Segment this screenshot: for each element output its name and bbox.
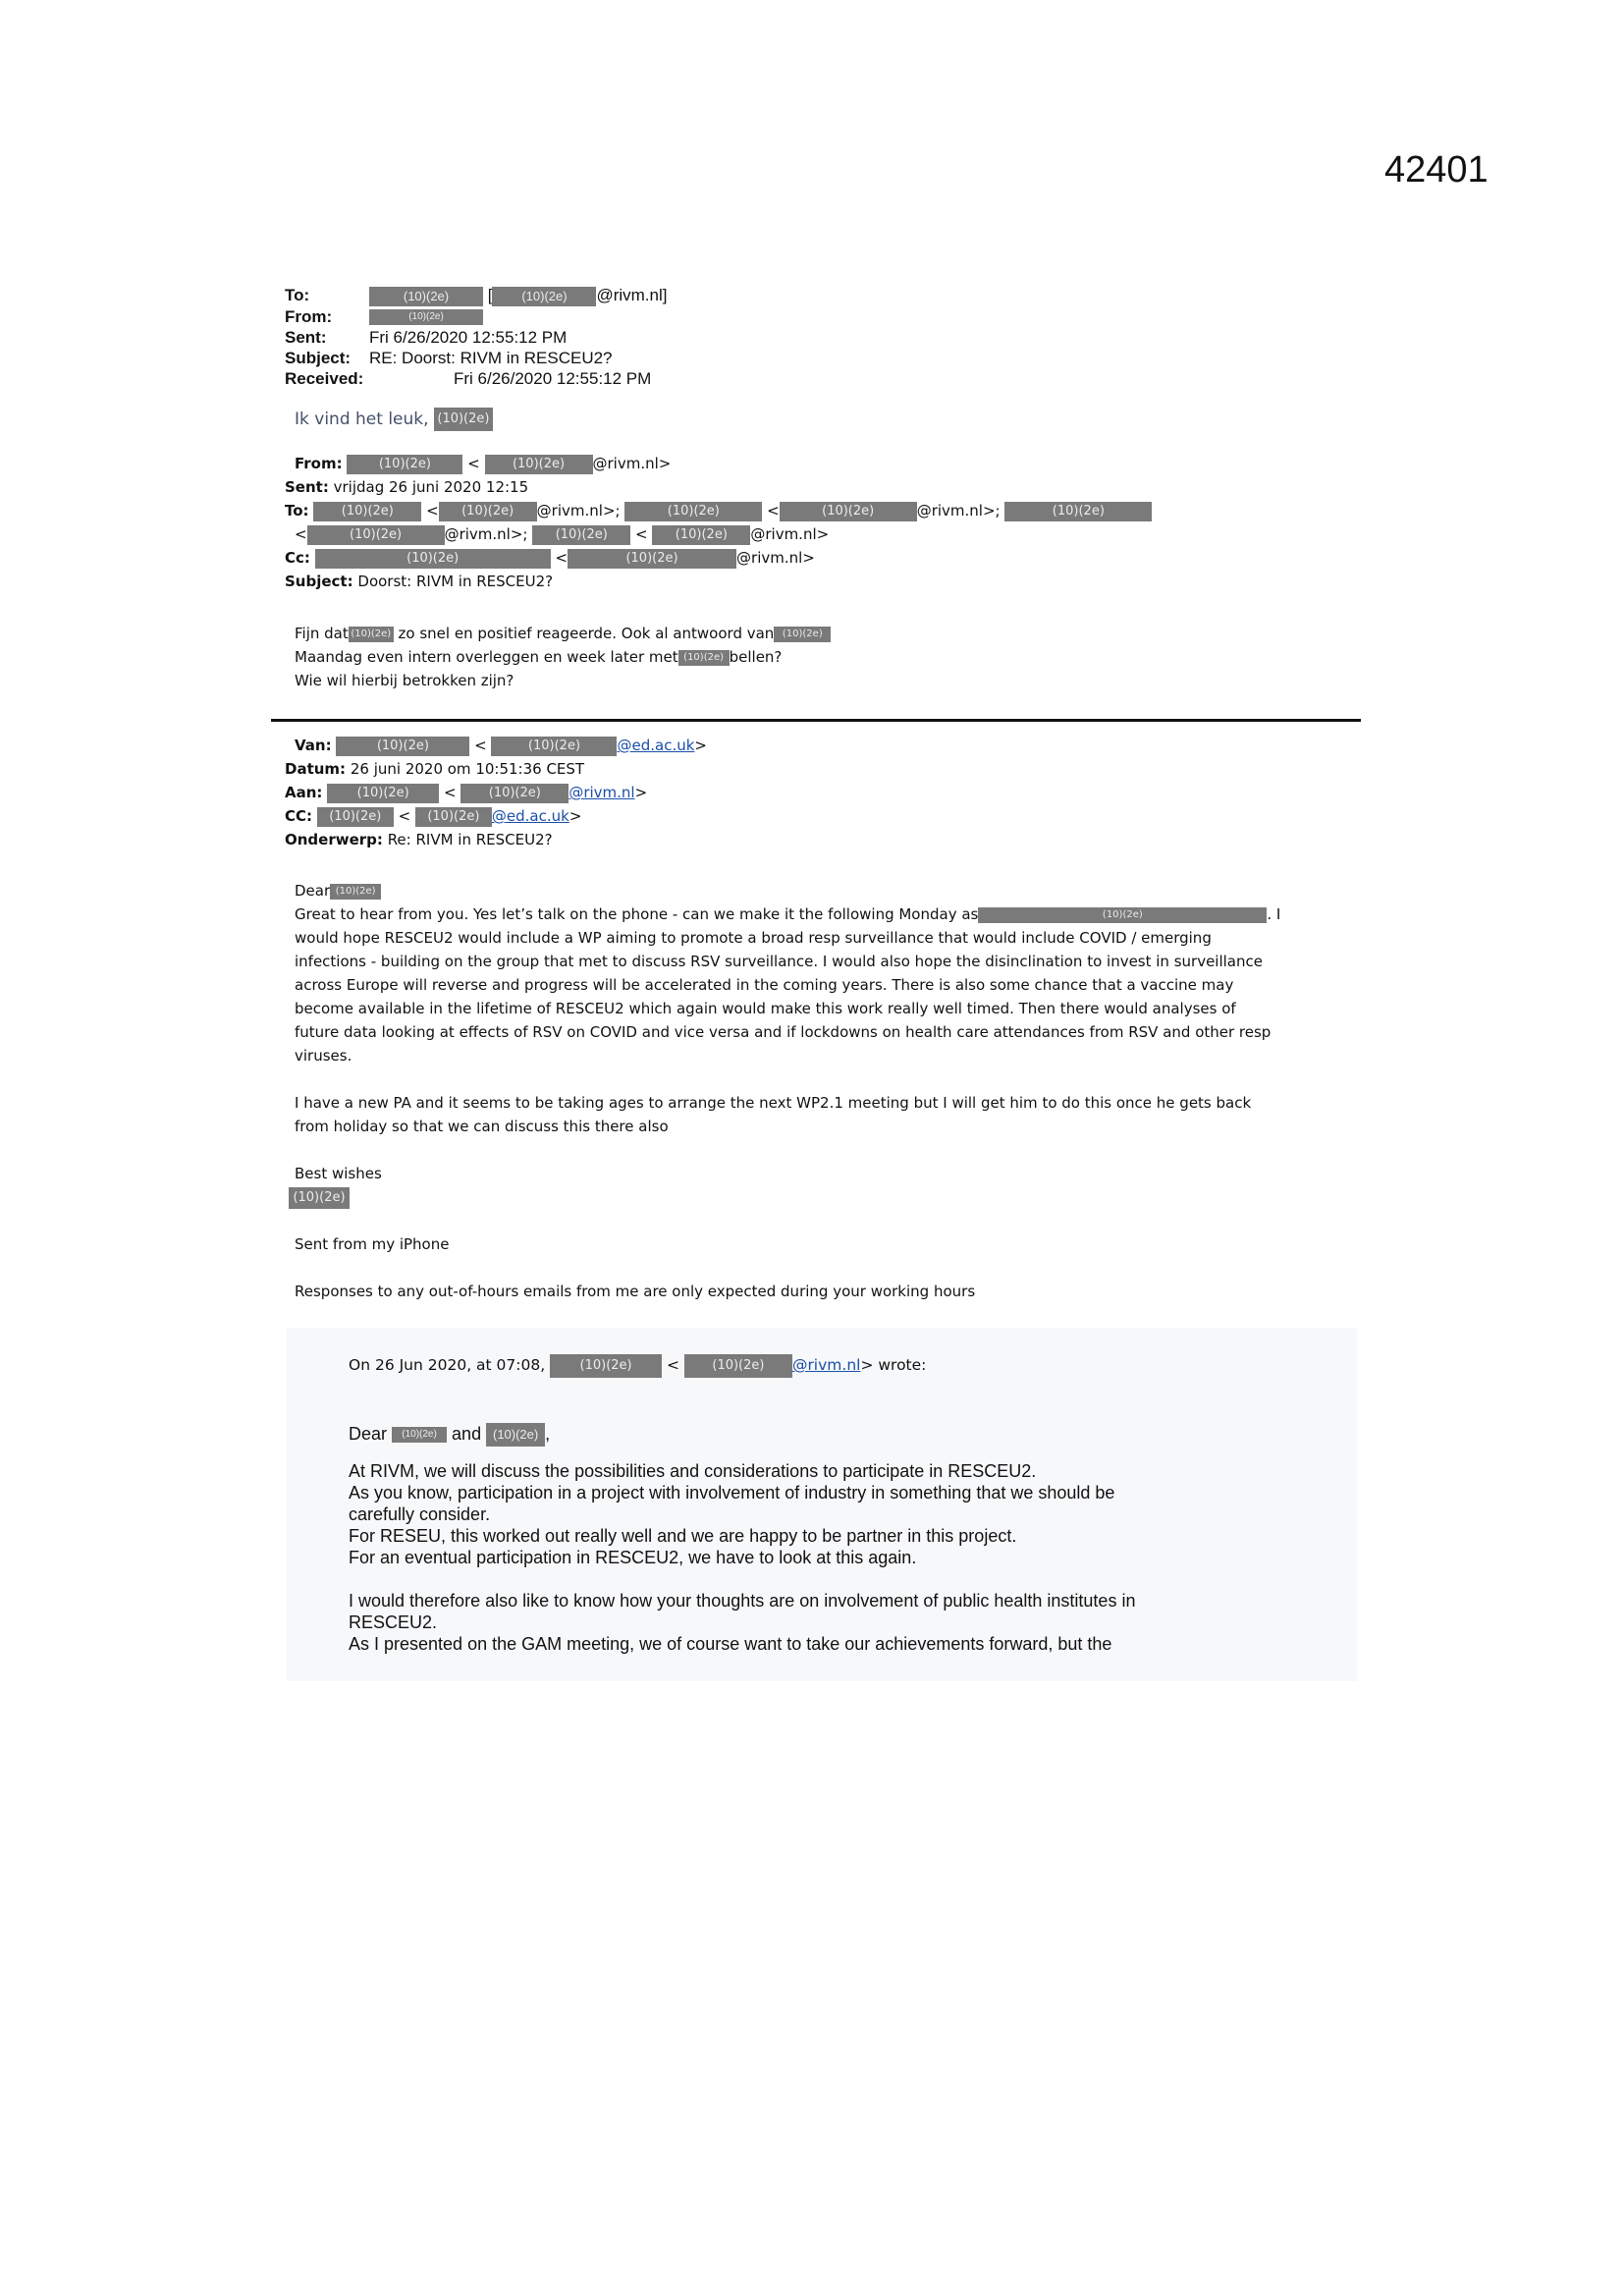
msg2-from-row: From: (10)(2e) < (10)(2e) @rivm.nl> (295, 455, 672, 472)
msg3-onderwerp-row (285, 828, 707, 851)
redaction-box: (10)(2e) (550, 1354, 662, 1378)
to-domain: @rivm.nl>; (444, 525, 528, 543)
redaction-box: (10)(2e) (349, 627, 394, 642)
from-domain: @rivm.nl> (592, 455, 672, 472)
redaction-box: (10)(2e) (315, 549, 551, 569)
header-to-row: To: (10)(2e) [ (10)(2e) @rivm.nl] (285, 286, 668, 304)
msg2-to-row-2: < (10)(2e) @rivm.nl>; (10)(2e) < (10)(2e) @rivm.nl> (295, 525, 830, 543)
redaction-box: (10)(2e) (568, 549, 736, 569)
quoted-email-link[interactable]: @rivm.nl (791, 1356, 861, 1374)
text-line: across Europe will reverse and progress will be accelerated in the coming years. There is also some chance that a vaccine may (295, 976, 1234, 994)
cc-email-link[interactable]: @ed.ac.uk (491, 807, 569, 825)
redaction-box: (10)(2e) (369, 287, 483, 306)
cc-label: CC: (285, 807, 313, 825)
msg3-cc-row: CC: (10)(2e) < (10)(2e) @ed.ac.uk> (285, 807, 582, 825)
aan-label: Aan: (285, 784, 323, 801)
message-separator (271, 719, 1361, 722)
msg2-cc-row: Cc: (10)(2e) < (10)(2e) @rivm.nl> (285, 549, 815, 567)
msg3-aan-row: Aan: (10)(2e) < (10)(2e) @rivm.nl> (285, 784, 648, 801)
onderwerp-value: Re: RIVM in RESCEU2? (387, 831, 553, 848)
text-line: would hope RESCEU2 would include a WP aiming to promote a broad resp surveillance that would include COVID / emerging (295, 929, 1212, 947)
reply-line (295, 406, 493, 433)
redaction-box: (10)(2e) (434, 408, 493, 431)
redaction-box: (10)(2e) (486, 1423, 545, 1447)
message-2-header (285, 452, 1152, 593)
text-line: For RESEU, this worked out really well and we are happy to be partner in this project. (349, 1526, 1017, 1547)
redaction-box: (10)(2e) (369, 309, 483, 325)
sent-label: Sent: (285, 478, 329, 496)
sent-label: Sent: (285, 327, 327, 347)
subject-value: RE: Doorst: RIVM in RESCEU2? (369, 348, 613, 367)
redaction-box: (10)(2e) (774, 627, 831, 642)
quoted-paragraph-2 (349, 1590, 1135, 1655)
text-line: infections - building on the group that met to discuss RSV surveillance. I would also hope the disinclination to invest in surveillance (295, 953, 1263, 970)
msg3-datum-row (285, 757, 707, 781)
paragraph-1 (295, 926, 1355, 1067)
redaction-box: (10)(2e) (460, 784, 568, 803)
to-domain: @rivm.nl>; (536, 502, 621, 519)
redaction-box: (10)(2e) (336, 737, 469, 756)
best-wishes: Best wishes (295, 1165, 382, 1182)
redaction-box: (10)(2e) (624, 502, 762, 521)
redaction-box: (10)(2e) (780, 502, 917, 521)
redaction-box: (10)(2e) (327, 784, 439, 803)
datum-value: 26 juni 2020 om 10:51:36 CEST (350, 760, 585, 778)
body-text: and (452, 1424, 482, 1444)
redaction-box: (10)(2e) (439, 502, 537, 521)
to-domain: @rivm.nl> (750, 525, 830, 543)
text-line: future data looking at effects of RSV on COVID and vice versa and if lockdowns on health care attendances from RSV and other resp (295, 1023, 1272, 1041)
redaction-box: (10)(2e) (317, 807, 394, 827)
redaction-box: (10)(2e) (684, 1354, 792, 1378)
text-line: carefully consider. (349, 1504, 491, 1525)
to-domain: @rivm.nl>; (916, 502, 1001, 519)
redaction-box: (10)(2e) (532, 525, 630, 545)
body-text: Dear (349, 1424, 388, 1444)
paragraph-2 (295, 1091, 1355, 1138)
redaction-box: (10)(2e) (1004, 502, 1152, 521)
cc-domain: @rivm.nl> (736, 549, 815, 567)
header-from-row (285, 306, 668, 327)
redaction-box: (10)(2e) (289, 1187, 350, 1209)
to-domain: @rivm.nl] (596, 286, 668, 304)
redaction-box: (10)(2e) (492, 287, 596, 306)
signature-line (289, 1185, 1355, 1209)
text-line: from holiday so that we can discuss this there also (295, 1118, 669, 1135)
msg2-subject-row (285, 570, 1152, 593)
msg2-line-3: Wie wil hierbij betrokken zijn? (295, 672, 514, 689)
text-line: As I presented on the GAM meeting, we of course want to take our achievements forward, but the (349, 1634, 1112, 1655)
from-label: From: (295, 455, 343, 472)
body-text: zo snel en positief reageerde. Ook al antwoord van (398, 625, 775, 642)
redaction-box: (10)(2e) (330, 884, 381, 900)
body-text: Fijn dat (295, 625, 349, 642)
redaction-box: (10)(2e) (347, 455, 462, 474)
body-text: . I (1267, 905, 1281, 923)
body-text: Maandag even intern overleggen en week later met (295, 648, 678, 666)
redaction-box: (10)(2e) (313, 502, 421, 521)
quoted-body (349, 1423, 1135, 1655)
message-3-body (295, 879, 1355, 1303)
dear-text: Dear (295, 882, 331, 900)
body-text: bellen? (729, 648, 783, 666)
msg2-to-row: To: (10)(2e) < (10)(2e) @rivm.nl>; (10)(2e) < (10)(2e) @rivm.nl>; (10)(2e) (285, 499, 1152, 522)
quoted-paragraph-1 (349, 1460, 1135, 1568)
body-text: > wrote: (860, 1356, 927, 1374)
to-label: To: (285, 502, 309, 519)
text-line: RESCEU2. (349, 1613, 438, 1633)
redaction-box: (10)(2e) (978, 907, 1267, 923)
received-value: Fri 6/26/2020 12:55:12 PM (454, 368, 652, 388)
header-received-row (285, 368, 668, 389)
text-line: As you know, participation in a project with involvement of industry in something that we should be (349, 1483, 1115, 1503)
sent-from-iphone: Sent from my iPhone (295, 1235, 450, 1253)
text-line: become available in the lifetime of RESCEU2 which again would make this work really well timed. Then there would analyses of (295, 1000, 1236, 1017)
from-label: From: (285, 306, 333, 326)
subject-label: Subject: (285, 348, 352, 367)
onderwerp-label: Onderwerp: (285, 831, 383, 848)
redaction-box: (10)(2e) (307, 525, 445, 545)
reply-text: Ik vind het leuk, (295, 410, 429, 429)
top-email-header (285, 285, 668, 389)
sent-value: Fri 6/26/2020 12:55:12 PM (369, 327, 568, 347)
aan-email-link[interactable]: @rivm.nl (568, 784, 635, 801)
para1-line-first (295, 902, 1355, 926)
redaction-box: (10)(2e) (678, 650, 730, 666)
van-label: Van: (295, 737, 332, 754)
redaction-box: (10)(2e) (392, 1427, 447, 1443)
msg2-sent-row (285, 475, 1152, 499)
sent-value: vrijdag 26 juni 2020 12:15 (333, 478, 529, 496)
msg3-van-row: Van: (10)(2e) < (10)(2e) @ed.ac.uk> (295, 737, 707, 754)
redaction-box: (10)(2e) (415, 807, 492, 827)
body-text: Great to hear from you. Yes let’s talk on the phone - can we make it the following Monday as (295, 905, 979, 923)
datum-label: Datum: (285, 760, 347, 778)
van-email-link[interactable]: @ed.ac.uk (617, 737, 695, 754)
text-line: For an eventual participation in RESCEU2, we have to look at this again. (349, 1548, 917, 1568)
redaction-box: (10)(2e) (491, 737, 617, 756)
cc-label: Cc: (285, 549, 310, 567)
quoted-dear-line: Dear (10)(2e) and (10)(2e) , (349, 1423, 1135, 1447)
quoted-on-line: On 26 Jun 2020, at 07:08, (10)(2e) < (10)(2e) @rivm.nl> wrote: (349, 1353, 926, 1378)
text-line: I would therefore also like to know how your thoughts are on involvement of public health institutes in (349, 1591, 1136, 1612)
text-line: I have a new PA and it seems to be taking ages to arrange the next WP2.1 meeting but I will get him to do this once he gets back (295, 1094, 1252, 1112)
redaction-box: (10)(2e) (485, 455, 593, 474)
document-number: 42401 (1384, 149, 1489, 191)
responses-note: Responses to any out-of-hours emails from me are only expected during your working hours (295, 1283, 976, 1300)
body-text: On 26 Jun 2020, at 07:08, (349, 1356, 546, 1374)
text-line: viruses. (295, 1047, 352, 1065)
dear-line (295, 879, 1355, 902)
header-subject-row (285, 348, 668, 368)
msg2-line-2 (295, 645, 831, 669)
subject-label: Subject: (285, 573, 353, 590)
header-sent-row (285, 327, 668, 348)
message-3-header (285, 734, 707, 851)
to-label: To: (285, 286, 310, 304)
text-line: At RIVM, we will discuss the possibilities and considerations to participate in RESCEU2. (349, 1461, 1037, 1482)
message-2-body (295, 622, 831, 692)
received-label: Received: (285, 368, 364, 388)
subject-value: Doorst: RIVM in RESCEU2? (357, 573, 554, 590)
msg2-line-1 (295, 622, 831, 645)
redaction-box: (10)(2e) (652, 525, 750, 545)
